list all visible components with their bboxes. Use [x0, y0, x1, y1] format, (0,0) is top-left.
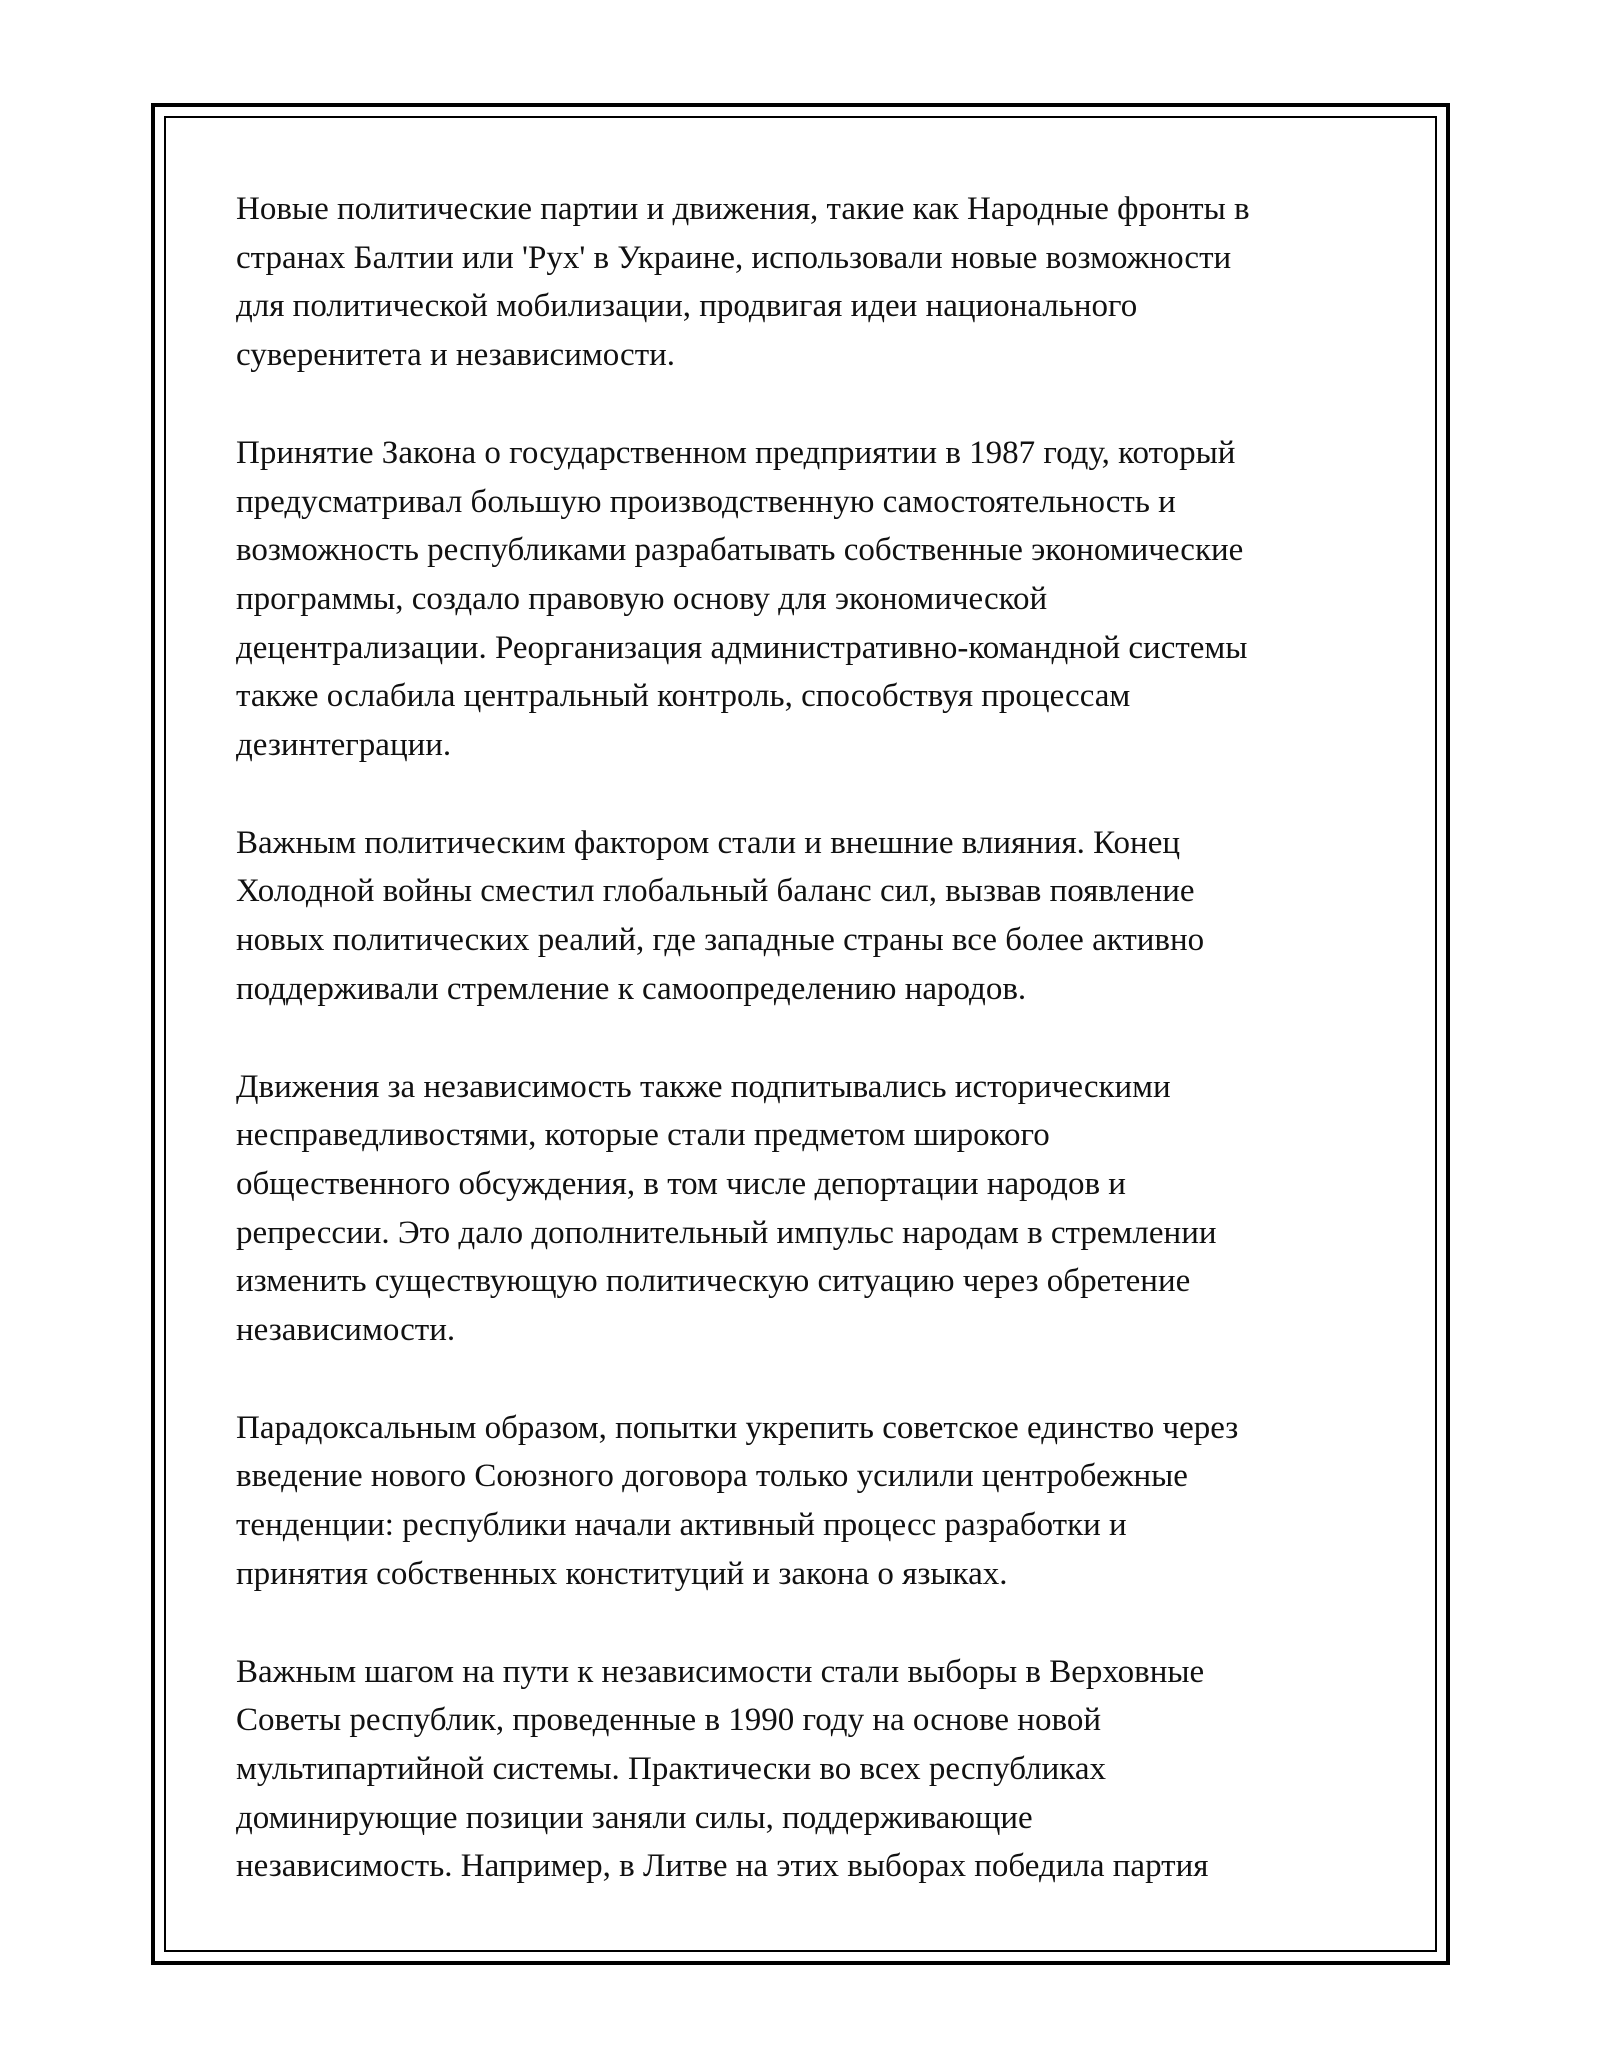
text-line: независимость. Например, в Литве на этих выборах победила партия	[236, 1848, 1209, 1885]
text-line: репрессии. Это дало дополнительный импульс народам в стремлении	[236, 1214, 1217, 1251]
text-line: общественного обсуждения, в том числе депортации народов и	[236, 1165, 1126, 1202]
paragraph-external-influences	[236, 819, 1386, 1014]
text-line: Движения за независимость также подпитывались историческими	[236, 1068, 1171, 1105]
text-line: введение нового Союзного договора только усилили центробежные	[236, 1458, 1188, 1495]
text-line: суверенитета и независимости.	[236, 337, 676, 374]
text-line: возможность республиками разрабатывать собственные экономические	[236, 532, 1244, 569]
document-body	[236, 185, 1386, 1940]
text-line: Важным политическим фактором стали и внешние влияния. Конец	[236, 824, 1181, 861]
text-line: принятия собственных конституций и закона о языках.	[236, 1555, 1008, 1592]
paragraph-union-treaty	[236, 1404, 1386, 1599]
paragraph-elections-1990	[236, 1648, 1386, 1892]
text-line: Советы республик, проведенные в 1990 году на основе новой	[236, 1702, 1101, 1739]
text-line: Новые политические партии и движения, такие как Народные фронты в	[236, 191, 1250, 227]
text-line: Принятие Закона о государственном предприятии в 1987 году, который	[236, 434, 1236, 471]
text-line: Холодной войны сместил глобальный баланс сил, вызвав появление	[236, 873, 1195, 910]
text-line: независимости.	[236, 1312, 456, 1349]
paragraph-state-enterprise-law	[236, 429, 1386, 770]
text-line: предусматривал большую производственную самостоятельность и	[236, 483, 1176, 520]
paragraph-historical-injustices	[236, 1063, 1386, 1355]
text-line: изменить существующую политическую ситуацию через обретение	[236, 1263, 1191, 1300]
text-line: поддерживали стремление к самоопределению народов.	[236, 970, 1027, 1007]
text-line: тенденции: республики начали активный процесс разработки и	[236, 1507, 1127, 1544]
text-line: Парадоксальным образом, попытки укрепить советское единство через	[236, 1409, 1239, 1446]
text-line: доминирующие позиции заняли силы, поддерживающие	[236, 1799, 1033, 1836]
paragraph-political-parties	[236, 185, 1386, 380]
text-line: мультипартийной системы. Практически во всех республиках	[236, 1750, 1106, 1787]
text-line: для политической мобилизации, продвигая идеи национального	[236, 288, 1138, 325]
text-line: Важным шагом на пути к независимости стали выборы в Верховные	[236, 1653, 1205, 1690]
text-line: децентрализации. Реорганизация административно-командной системы	[236, 629, 1248, 666]
text-line: новых политических реалий, где западные страны все более активно	[236, 922, 1205, 959]
text-line: несправедливостями, которые стали предметом широкого	[236, 1117, 1050, 1154]
text-line: странах Балтии или 'Рух' в Украине, использовали новые возможности	[236, 239, 1232, 276]
text-line: также ослабила центральный контроль, способствуя процессам	[236, 678, 1131, 715]
text-line: программы, создало правовую основу для экономической	[236, 580, 1048, 617]
text-line: дезинтеграции.	[236, 727, 452, 764]
